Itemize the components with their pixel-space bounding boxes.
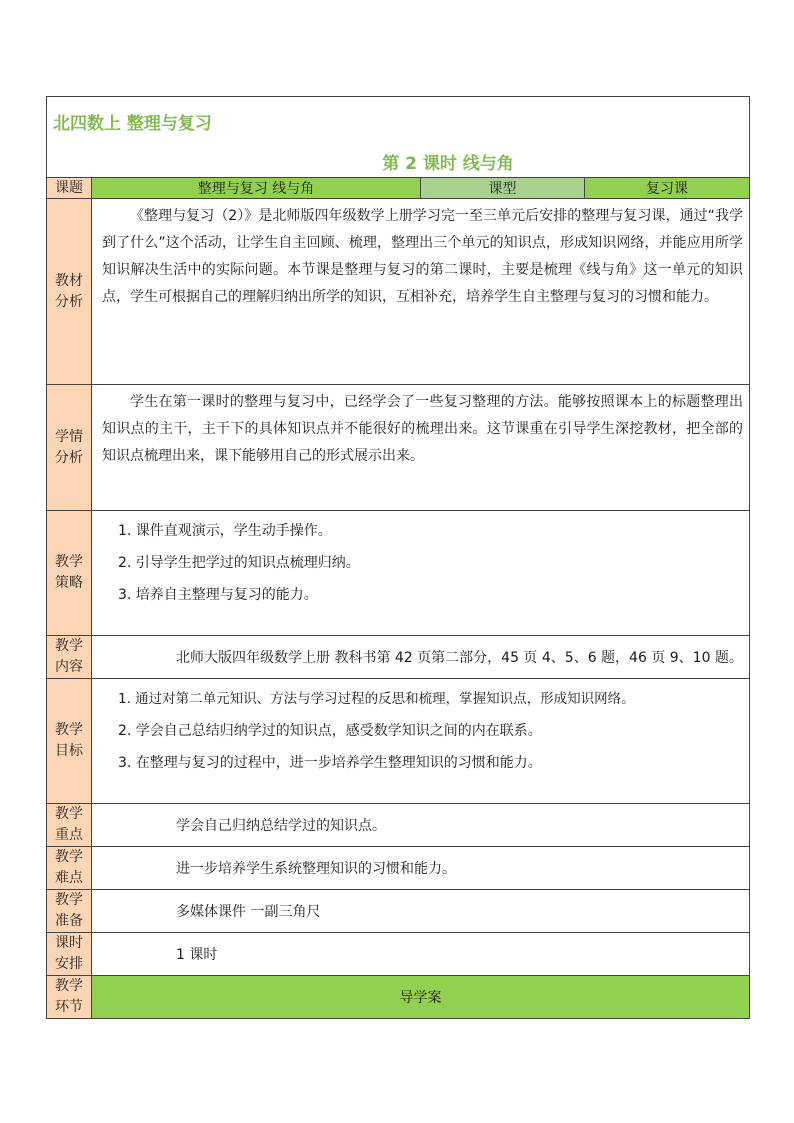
goals-label (47, 679, 92, 804)
strategy-label-text: 教学策略 (55, 554, 83, 591)
difficulty-label-text: 教学难点 (55, 849, 83, 886)
key-point-label (47, 804, 92, 847)
strategy-list (92, 511, 750, 636)
schedule-text: 1 课时 (92, 933, 750, 976)
document-title: 北四数上 整理与复习 (53, 114, 212, 134)
content-label-text: 教学内容 (55, 638, 83, 675)
content-text: 北师大版四年级数学上册 教科书第 42 页第二部分，45 页 4、5、6 题，46 页 9、10 题。 (92, 636, 750, 679)
type-label: 课型 (421, 178, 585, 199)
process-value: 导学案 (92, 976, 750, 1019)
strategy-label (47, 511, 92, 636)
schedule-label (47, 933, 92, 976)
analysis-label (47, 199, 92, 385)
process-label-text: 教学环节 (55, 978, 83, 1015)
lesson-plan-table (46, 96, 750, 1019)
goals-list (92, 679, 750, 804)
content-label (47, 636, 92, 679)
lesson-plan-sheet (46, 96, 749, 1019)
process-label (47, 976, 92, 1019)
topic-label: 课题 (47, 178, 92, 199)
analysis-text: 《整理与复习（2）》是北师版四年级数学上册学习完一至三单元后安排的整理与复习课，通过“我学到了什么”这个活动，让学生自主回顾、梳理，整理出三个单元的知识点，形成知识网络，并能应用所学知识解决生活中的实际问题。本节课是整理与复习的第二课时，主要是梳理《线与角》这一单元的知识点，学生可根据自己的理解归纳出所学的知识，互相补充，培养学生自主整理与复习的习惯和能力。 (92, 199, 750, 385)
difficulty-text: 进一步培养学生系统整理知识的习惯和能力。 (92, 847, 750, 890)
strategy-item: 2. 引导学生把学过的知识点梳理归纳。 (118, 555, 360, 571)
goal-item: 2. 学会自己总结归纳学过的知识点，感受数学知识之间的内在联系。 (118, 723, 542, 739)
goal-item: 1. 通过对第二单元知识、方法与学习过程的反思和梳理，掌握知识点，形成知识网络。 (118, 691, 635, 707)
topic-value: 整理与复习 线与角 (92, 178, 421, 199)
title-block (47, 97, 750, 178)
goal-item: 3. 在整理与复习的过程中，进一步培养学生整理知识的习惯和能力。 (118, 755, 542, 771)
strategy-item: 1. 课件直观演示，学生动手操作。 (118, 523, 332, 539)
strategy-item: 3. 培养自主整理与复习的能力。 (118, 587, 318, 603)
schedule-label-text: 课时安排 (55, 935, 83, 972)
learner-label-text: 学情分析 (55, 428, 83, 466)
preparation-text: 多媒体课件 一副三角尺 (92, 890, 750, 933)
analysis-label-text: 教材分析 (55, 272, 83, 310)
goals-label-text: 教学目标 (55, 722, 83, 759)
lesson-subtitle: 第 2 课时 线与角 (382, 154, 514, 174)
preparation-label-text: 教学准备 (55, 892, 83, 929)
type-value: 复习课 (585, 178, 750, 199)
key-point-text: 学会自己归纳总结学过的知识点。 (92, 804, 750, 847)
learner-label (47, 385, 92, 511)
preparation-label (47, 890, 92, 933)
key-point-label-text: 教学重点 (55, 806, 83, 843)
learner-text: 学生在第一课时的整理与复习中，已经学会了一些复习整理的方法。能够按照课本上的标题整理出知识点的主干，主干下的具体知识点并不能很好的梳理出来。这节课重在引导学生深挖教材，把全部的知识点梳理出来，课下能够用自己的形式展示出来。 (92, 385, 750, 511)
difficulty-label (47, 847, 92, 890)
